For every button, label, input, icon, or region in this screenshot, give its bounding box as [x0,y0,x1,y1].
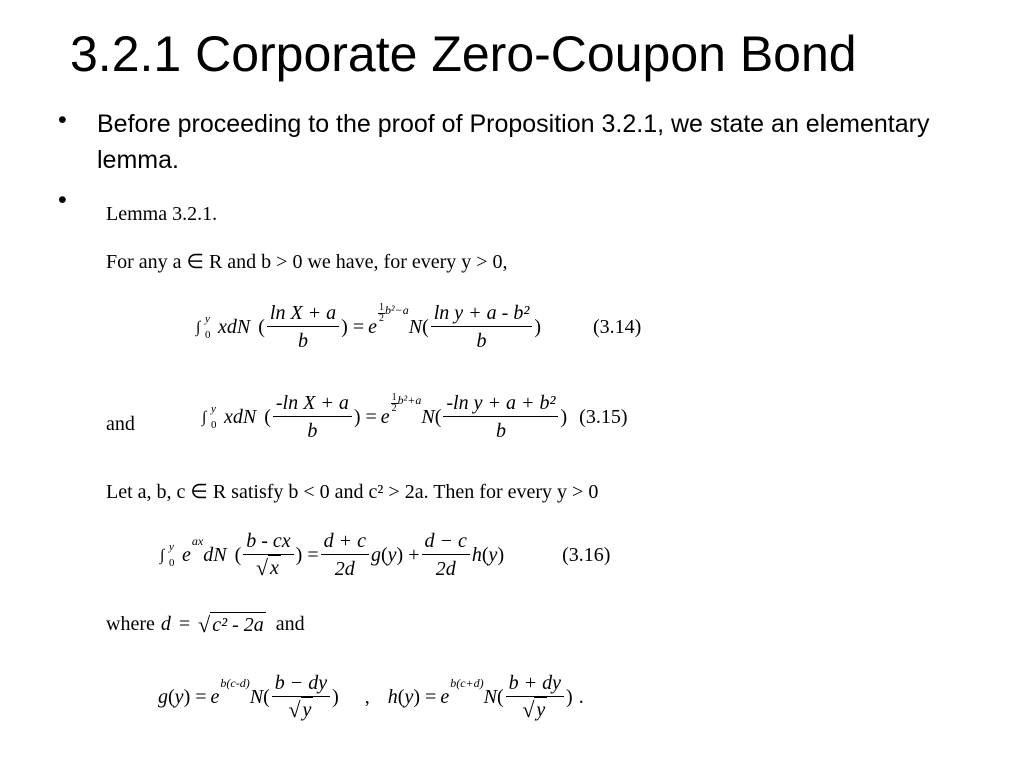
slide-title: 3.2.1 Corporate Zero-Coupon Bond [70,26,857,82]
and-word: and [275,613,305,635]
rhs-fraction: $\frac{\text{ln y + a - b²}}{b}$ [431,300,533,355]
h-exponent: b(c+d) [450,676,484,690]
g-exponent: b(c-d) [220,676,250,690]
h-fraction: b + dy √ y [506,670,564,725]
integrand: xdN [224,406,257,428]
bullet-marker: • [58,186,67,214]
lemma-statement: For any a ∈ R and b > 0 we have, for every y > 0, [106,251,508,273]
lhs-fraction: $\frac{\text{-ln X + a}}{b}$ [273,390,352,445]
bullet-marker: • [58,106,67,134]
exponent: 1 2 b²+a [391,392,422,414]
lemma-heading: Lemma 3.2.1. [106,203,218,225]
lhs-fraction: b - cx √ x [243,528,293,583]
equation-3-14: ∫ y 0 xdN ( $\frac{\text{ln X + a}}{b}$ ) = e 1 2 b²−a N ( $\frac{\text{ln y + a - b²}}{b}$ ) (3.14) [196,300,641,355]
exponent: 1 2 b²−a [379,302,409,324]
integral-symbol: ∫ y 0 [202,402,217,431]
equation-label: (3.16) [562,544,611,566]
g-fraction: b − dy √ y [272,670,330,725]
and-word: and [106,413,135,435]
d-definition: where d = √ c² - 2a and [106,612,305,637]
equation-3-15: ∫ y 0 xdN ( $\frac{\text{-ln X + a}}{b}$ ) = e 1 2 b²+a N ( $\frac{\text{-ln y + a + b²}}{b}$ ) (3.15) [202,390,627,445]
integral-symbol: ∫ y 0 [160,540,175,569]
lhs-fraction: $\frac{\text{ln X + a}}{b}$ [267,300,339,355]
integrand: xdN [218,316,251,338]
where-word: where [106,613,155,635]
integral-symbol: ∫ y 0 [196,312,211,341]
rhs-fraction: $\frac{\text{-ln y + a + b²}}{b}$ [443,390,558,445]
intro-text: Before proceeding to the proof of Proposition 3.2.1, we state an elementary lemma. [97,110,930,174]
equation-label: (3.14) [593,316,642,338]
equation-3-16: ∫ y 0 e ax dN ( b - cx √ x ) = $\frac{d + c}{2d}$ g ( y ) + $\frac{d - c}{2d}$ h ( y ) (3.16) [160,528,610,583]
coefficient-fraction: $\frac{d + c}{2d}$ [321,528,369,583]
coefficient-fraction: $\frac{d - c}{2d}$ [422,528,470,583]
g-h-definition: g ( y ) = e b(c-d) N ( b − dy √ y ) , h ( y ) = e b(c+d) N ( b + dy √ y ) . [158,670,584,725]
let-line: Let a, b, c ∈ R satisfy b < 0 and c² > 2a. Then for every y > 0 [106,481,599,503]
equation-label: (3.15) [579,406,628,428]
